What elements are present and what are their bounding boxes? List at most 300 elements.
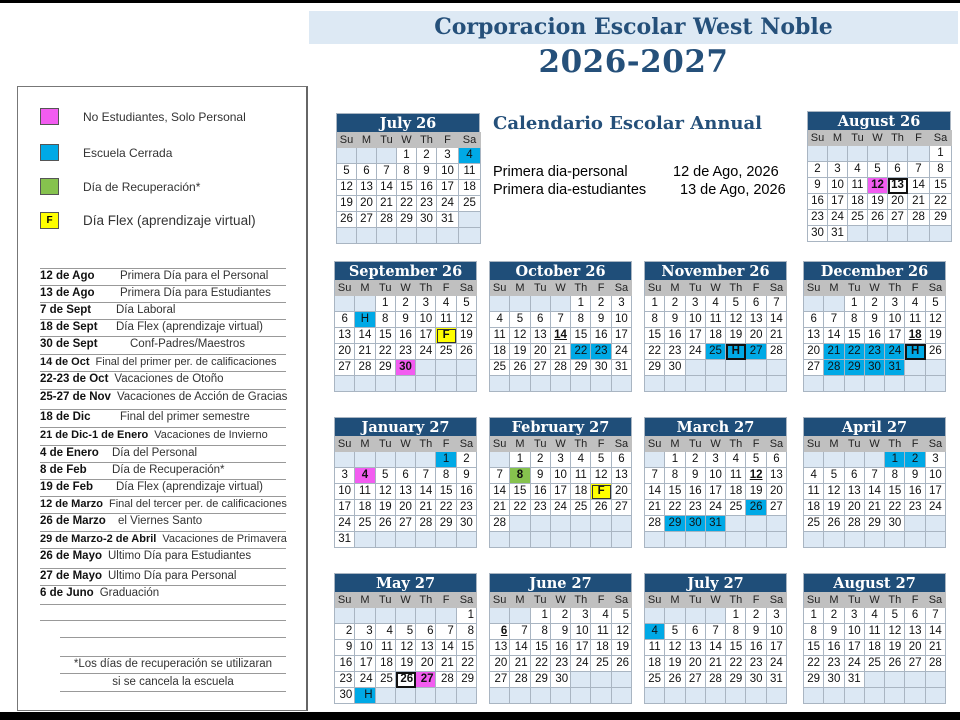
day-cell[interactable]: 25 (804, 516, 824, 532)
day-cell[interactable]: 28 (908, 210, 930, 226)
day-cell[interactable]: 30 (686, 516, 706, 532)
day-cell[interactable]: 20 (888, 194, 908, 210)
day-cell[interactable]: 8 (726, 624, 746, 640)
day-cell[interactable]: 21 (824, 344, 844, 360)
day-cell[interactable]: 24 (885, 344, 905, 360)
day-cell[interactable]: 11 (490, 328, 510, 344)
day-cell[interactable]: 1 (930, 146, 952, 162)
day-cell[interactable]: 14 (926, 624, 946, 640)
day-cell[interactable]: 11 (865, 624, 885, 640)
day-cell[interactable]: 5 (926, 296, 946, 312)
day-cell[interactable]: 10 (416, 312, 436, 328)
day-cell[interactable]: 16 (551, 640, 571, 656)
day-cell[interactable]: 29 (376, 360, 396, 376)
day-cell[interactable]: 8 (457, 624, 477, 640)
day-cell[interactable]: 29 (457, 672, 477, 688)
day-cell[interactable]: 15 (804, 640, 824, 656)
day-cell[interactable]: 18 (571, 484, 591, 500)
day-cell[interactable]: 27 (335, 360, 355, 376)
day-cell[interactable]: 8 (645, 312, 665, 328)
day-cell[interactable]: 11 (848, 178, 868, 194)
day-cell[interactable]: 16 (531, 484, 551, 500)
day-cell[interactable]: 28 (645, 516, 665, 532)
day-cell[interactable]: 5 (337, 164, 357, 180)
day-cell[interactable]: 3 (686, 296, 706, 312)
day-cell[interactable]: 19 (376, 500, 396, 516)
day-cell[interactable]: 23 (905, 500, 925, 516)
day-cell[interactable]: 24 (845, 656, 865, 672)
day-cell[interactable]: 27 (490, 672, 510, 688)
day-cell[interactable]: 11 (355, 484, 375, 500)
day-cell[interactable]: 26 (591, 500, 611, 516)
day-cell[interactable]: 19 (396, 656, 416, 672)
day-cell[interactable]: 3 (355, 624, 375, 640)
day-cell[interactable]: 17 (926, 484, 946, 500)
day-cell[interactable]: 26 (396, 672, 416, 688)
day-cell[interactable]: 12 (746, 468, 766, 484)
day-cell[interactable]: 26 (457, 344, 477, 360)
day-cell[interactable]: 1 (645, 296, 665, 312)
day-cell[interactable]: 29 (845, 360, 865, 376)
day-cell[interactable]: 17 (845, 640, 865, 656)
day-cell[interactable]: 21 (865, 500, 885, 516)
day-cell[interactable]: 10 (845, 624, 865, 640)
day-cell[interactable]: 19 (926, 328, 946, 344)
day-cell[interactable]: 4 (726, 452, 746, 468)
day-cell[interactable]: 13 (888, 178, 908, 194)
day-cell[interactable]: 29 (645, 360, 665, 376)
day-cell[interactable]: 21 (490, 500, 510, 516)
day-cell[interactable]: 20 (531, 344, 551, 360)
day-cell[interactable]: 11 (804, 484, 824, 500)
day-cell[interactable]: 9 (905, 468, 925, 484)
day-cell[interactable]: 5 (665, 624, 685, 640)
day-cell[interactable]: 31 (828, 226, 848, 242)
day-cell[interactable]: 8 (436, 468, 456, 484)
day-cell[interactable]: 10 (767, 624, 787, 640)
day-cell[interactable]: 4 (490, 312, 510, 328)
day-cell[interactable]: 3 (335, 468, 355, 484)
day-cell[interactable]: 21 (416, 500, 436, 516)
day-cell[interactable]: 22 (804, 656, 824, 672)
day-cell[interactable]: 13 (767, 468, 787, 484)
day-cell[interactable]: 17 (437, 180, 459, 196)
day-cell[interactable]: 15 (726, 640, 746, 656)
day-cell[interactable]: 22 (571, 344, 591, 360)
day-cell[interactable]: 24 (335, 516, 355, 532)
day-cell[interactable]: 20 (804, 344, 824, 360)
day-cell[interactable]: 1 (531, 608, 551, 624)
day-cell[interactable]: 31 (335, 532, 355, 548)
day-cell[interactable]: 24 (612, 344, 632, 360)
day-cell[interactable]: 27 (888, 210, 908, 226)
day-cell[interactable]: 16 (591, 328, 611, 344)
day-cell[interactable]: 9 (865, 312, 885, 328)
day-cell[interactable]: 5 (591, 452, 611, 468)
day-cell[interactable]: 20 (746, 328, 766, 344)
day-cell[interactable]: 22 (457, 656, 477, 672)
day-cell[interactable]: 25 (645, 672, 665, 688)
day-cell[interactable]: 31 (706, 516, 726, 532)
day-cell[interactable]: 6 (686, 624, 706, 640)
day-cell[interactable]: 25 (706, 344, 726, 360)
day-cell[interactable]: 20 (416, 656, 436, 672)
day-cell[interactable]: 21 (926, 640, 946, 656)
day-cell[interactable]: 16 (335, 656, 355, 672)
day-cell[interactable]: 4 (865, 608, 885, 624)
day-cell[interactable]: 19 (337, 196, 357, 212)
day-cell[interactable]: 6 (335, 312, 355, 328)
day-cell[interactable]: 9 (457, 468, 477, 484)
day-cell[interactable]: 20 (396, 500, 416, 516)
day-cell[interactable]: 15 (397, 180, 417, 196)
day-cell[interactable]: 3 (767, 608, 787, 624)
day-cell[interactable]: 24 (706, 500, 726, 516)
day-cell[interactable]: 10 (706, 468, 726, 484)
day-cell[interactable]: 16 (457, 484, 477, 500)
day-cell[interactable]: 23 (551, 656, 571, 672)
day-cell[interactable]: 1 (726, 608, 746, 624)
day-cell[interactable]: 3 (437, 148, 459, 164)
day-cell[interactable]: 2 (591, 296, 611, 312)
day-cell[interactable]: 30 (551, 672, 571, 688)
day-cell[interactable]: 10 (551, 468, 571, 484)
day-cell[interactable]: 22 (930, 194, 952, 210)
day-cell[interactable]: 26 (868, 210, 888, 226)
day-cell[interactable]: 20 (686, 656, 706, 672)
day-cell[interactable]: 13 (396, 484, 416, 500)
day-cell[interactable]: 3 (551, 452, 571, 468)
day-cell[interactable]: 15 (845, 328, 865, 344)
day-cell[interactable]: 10 (571, 624, 591, 640)
day-cell[interactable]: 31 (885, 360, 905, 376)
day-cell[interactable]: 6 (804, 312, 824, 328)
day-cell[interactable]: 14 (551, 328, 571, 344)
day-cell[interactable]: 6 (746, 296, 766, 312)
day-cell[interactable]: 22 (645, 344, 665, 360)
day-cell[interactable]: 7 (908, 162, 930, 178)
day-cell[interactable]: 15 (885, 484, 905, 500)
day-cell[interactable]: 13 (416, 640, 436, 656)
day-cell[interactable]: 26 (885, 656, 905, 672)
day-cell[interactable]: 2 (865, 296, 885, 312)
day-cell[interactable]: 7 (377, 164, 397, 180)
day-cell[interactable]: 12 (510, 328, 530, 344)
day-cell[interactable]: 28 (767, 344, 787, 360)
day-cell[interactable]: 17 (686, 328, 706, 344)
day-cell[interactable]: 18 (490, 344, 510, 360)
day-cell[interactable]: 18 (726, 484, 746, 500)
day-cell[interactable]: 18 (706, 328, 726, 344)
day-cell[interactable]: 16 (746, 640, 766, 656)
day-cell[interactable]: 14 (510, 640, 530, 656)
day-cell[interactable]: 22 (397, 196, 417, 212)
day-cell[interactable]: 1 (845, 296, 865, 312)
day-cell[interactable]: 23 (396, 344, 416, 360)
day-cell[interactable]: 3 (571, 608, 591, 624)
day-cell[interactable]: 13 (612, 468, 632, 484)
day-cell[interactable]: 6 (845, 468, 865, 484)
day-cell[interactable]: 13 (335, 328, 355, 344)
day-cell[interactable]: 26 (337, 212, 357, 228)
day-cell[interactable]: 26 (746, 500, 766, 516)
day-cell[interactable]: 11 (436, 312, 456, 328)
day-cell[interactable]: 1 (665, 452, 685, 468)
day-cell[interactable]: 6 (905, 608, 925, 624)
day-cell[interactable]: 29 (665, 516, 685, 532)
day-cell[interactable]: 17 (612, 328, 632, 344)
day-cell[interactable]: 2 (531, 452, 551, 468)
day-cell[interactable]: 16 (865, 328, 885, 344)
day-cell[interactable]: 6 (888, 162, 908, 178)
day-cell[interactable]: 11 (726, 468, 746, 484)
day-cell[interactable]: 9 (417, 164, 437, 180)
day-cell[interactable]: 30 (885, 516, 905, 532)
day-cell[interactable]: 8 (930, 162, 952, 178)
day-cell[interactable]: 10 (612, 312, 632, 328)
day-cell[interactable]: 13 (686, 640, 706, 656)
day-cell[interactable]: 29 (726, 672, 746, 688)
day-cell[interactable]: 27 (746, 344, 766, 360)
day-cell[interactable]: 2 (551, 608, 571, 624)
day-cell[interactable]: 20 (845, 500, 865, 516)
day-cell[interactable]: 17 (706, 484, 726, 500)
day-cell[interactable]: 29 (865, 516, 885, 532)
day-cell[interactable]: 17 (355, 656, 375, 672)
day-cell[interactable]: 6 (416, 624, 436, 640)
day-cell[interactable]: 18 (591, 640, 611, 656)
day-cell[interactable]: 20 (767, 484, 787, 500)
day-cell[interactable]: 14 (436, 640, 456, 656)
day-cell[interactable]: 24 (355, 672, 375, 688)
day-cell[interactable]: 4 (706, 296, 726, 312)
day-cell[interactable]: 20 (357, 196, 377, 212)
day-cell[interactable]: 25 (436, 344, 456, 360)
day-cell[interactable]: 24 (767, 656, 787, 672)
day-cell[interactable]: 19 (885, 640, 905, 656)
day-cell[interactable]: 23 (591, 344, 611, 360)
day-cell[interactable]: 3 (926, 452, 946, 468)
day-cell[interactable]: 3 (845, 608, 865, 624)
day-cell[interactable]: 2 (686, 452, 706, 468)
day-cell[interactable]: 29 (571, 360, 591, 376)
day-cell[interactable]: 17 (828, 194, 848, 210)
day-cell[interactable]: 9 (396, 312, 416, 328)
day-cell[interactable]: H (726, 344, 746, 360)
day-cell[interactable]: 11 (645, 640, 665, 656)
day-cell[interactable]: 29 (531, 672, 551, 688)
day-cell[interactable]: 2 (905, 452, 925, 468)
day-cell[interactable]: 28 (377, 212, 397, 228)
day-cell[interactable]: 16 (905, 484, 925, 500)
day-cell[interactable]: 14 (645, 484, 665, 500)
day-cell[interactable]: 17 (416, 328, 436, 344)
day-cell[interactable]: 5 (396, 624, 416, 640)
day-cell[interactable]: 28 (824, 360, 844, 376)
day-cell[interactable]: 19 (868, 194, 888, 210)
day-cell[interactable]: 30 (865, 360, 885, 376)
day-cell[interactable]: 15 (510, 484, 530, 500)
day-cell[interactable]: 22 (531, 656, 551, 672)
day-cell[interactable]: 14 (490, 484, 510, 500)
day-cell[interactable]: 18 (905, 328, 925, 344)
day-cell[interactable]: 19 (612, 640, 632, 656)
day-cell[interactable]: 4 (591, 608, 611, 624)
day-cell[interactable]: 11 (591, 624, 611, 640)
day-cell[interactable]: 2 (396, 296, 416, 312)
day-cell[interactable]: 15 (571, 328, 591, 344)
day-cell[interactable]: 15 (645, 328, 665, 344)
day-cell[interactable]: 30 (396, 360, 416, 376)
day-cell[interactable]: 13 (905, 624, 925, 640)
day-cell[interactable]: 15 (436, 484, 456, 500)
day-cell[interactable]: 31 (437, 212, 459, 228)
day-cell[interactable]: 27 (767, 500, 787, 516)
day-cell[interactable]: 1 (457, 608, 477, 624)
day-cell[interactable]: 30 (457, 516, 477, 532)
day-cell[interactable]: 14 (706, 640, 726, 656)
day-cell[interactable]: 23 (824, 656, 844, 672)
day-cell[interactable]: 16 (396, 328, 416, 344)
day-cell[interactable]: 21 (377, 196, 397, 212)
day-cell[interactable]: 8 (665, 468, 685, 484)
day-cell[interactable]: 24 (551, 500, 571, 516)
day-cell[interactable]: 8 (804, 624, 824, 640)
day-cell[interactable]: 25 (848, 210, 868, 226)
day-cell[interactable]: 9 (335, 640, 355, 656)
day-cell[interactable]: 4 (459, 148, 481, 164)
day-cell[interactable]: 16 (824, 640, 844, 656)
day-cell[interactable]: 22 (665, 500, 685, 516)
day-cell[interactable]: 16 (808, 194, 828, 210)
day-cell[interactable]: 7 (767, 296, 787, 312)
day-cell[interactable]: 24 (437, 196, 459, 212)
day-cell[interactable]: 14 (416, 484, 436, 500)
day-cell[interactable]: 29 (397, 212, 417, 228)
day-cell[interactable]: 13 (490, 640, 510, 656)
day-cell[interactable]: 11 (459, 164, 481, 180)
day-cell[interactable]: 29 (436, 516, 456, 532)
day-cell[interactable]: 3 (828, 162, 848, 178)
day-cell[interactable]: 10 (828, 178, 848, 194)
day-cell[interactable]: 5 (376, 468, 396, 484)
day-cell[interactable]: 4 (436, 296, 456, 312)
day-cell[interactable]: 18 (645, 656, 665, 672)
day-cell[interactable]: 5 (746, 452, 766, 468)
day-cell[interactable]: 21 (436, 656, 456, 672)
day-cell[interactable]: 12 (885, 624, 905, 640)
day-cell[interactable]: 8 (885, 468, 905, 484)
day-cell[interactable]: 7 (510, 624, 530, 640)
day-cell[interactable]: 26 (612, 656, 632, 672)
day-cell[interactable]: 27 (531, 360, 551, 376)
day-cell[interactable]: 9 (808, 178, 828, 194)
day-cell[interactable]: 11 (571, 468, 591, 484)
day-cell[interactable]: 25 (355, 516, 375, 532)
day-cell[interactable]: 30 (824, 672, 844, 688)
day-cell[interactable]: 12 (376, 484, 396, 500)
day-cell[interactable]: 27 (905, 656, 925, 672)
day-cell[interactable]: 27 (416, 672, 436, 688)
day-cell[interactable]: 6 (396, 468, 416, 484)
day-cell[interactable]: 3 (885, 296, 905, 312)
day-cell[interactable]: 18 (804, 500, 824, 516)
day-cell[interactable]: 5 (457, 296, 477, 312)
day-cell[interactable]: 23 (865, 344, 885, 360)
day-cell[interactable]: 29 (804, 672, 824, 688)
day-cell[interactable]: 15 (930, 178, 952, 194)
day-cell[interactable]: 23 (808, 210, 828, 226)
day-cell[interactable]: 17 (551, 484, 571, 500)
day-cell[interactable]: 3 (706, 452, 726, 468)
day-cell[interactable]: 4 (804, 468, 824, 484)
day-cell[interactable]: 17 (571, 640, 591, 656)
day-cell[interactable]: 23 (531, 500, 551, 516)
day-cell[interactable]: 5 (868, 162, 888, 178)
day-cell[interactable]: 2 (335, 624, 355, 640)
day-cell[interactable]: 9 (591, 312, 611, 328)
day-cell[interactable]: 8 (531, 624, 551, 640)
day-cell[interactable]: 26 (510, 360, 530, 376)
day-cell[interactable]: 30 (665, 360, 685, 376)
day-cell[interactable]: 17 (335, 500, 355, 516)
day-cell[interactable]: 1 (397, 148, 417, 164)
day-cell[interactable]: 7 (551, 312, 571, 328)
day-cell[interactable]: 24 (828, 210, 848, 226)
day-cell[interactable]: 7 (645, 468, 665, 484)
day-cell[interactable]: 5 (824, 468, 844, 484)
day-cell[interactable]: 15 (531, 640, 551, 656)
day-cell[interactable]: 9 (746, 624, 766, 640)
day-cell[interactable]: 14 (767, 312, 787, 328)
day-cell[interactable]: 4 (355, 468, 375, 484)
day-cell[interactable]: 18 (376, 656, 396, 672)
day-cell[interactable]: 22 (845, 344, 865, 360)
day-cell[interactable]: 5 (726, 296, 746, 312)
day-cell[interactable]: 26 (376, 516, 396, 532)
day-cell[interactable]: 19 (746, 484, 766, 500)
day-cell[interactable]: 21 (645, 500, 665, 516)
day-cell[interactable]: 25 (865, 656, 885, 672)
day-cell[interactable]: 28 (706, 672, 726, 688)
day-cell[interactable]: 27 (686, 672, 706, 688)
day-cell[interactable]: 9 (686, 468, 706, 484)
day-cell[interactable]: 10 (335, 484, 355, 500)
day-cell[interactable]: 12 (868, 178, 888, 194)
day-cell[interactable]: 1 (571, 296, 591, 312)
day-cell[interactable]: 18 (848, 194, 868, 210)
day-cell[interactable]: 30 (335, 688, 355, 704)
day-cell[interactable]: 25 (591, 656, 611, 672)
day-cell[interactable]: 19 (665, 656, 685, 672)
day-cell[interactable]: 2 (824, 608, 844, 624)
day-cell[interactable]: 26 (665, 672, 685, 688)
day-cell[interactable]: 12 (612, 624, 632, 640)
day-cell[interactable]: 6 (767, 452, 787, 468)
day-cell[interactable]: 1 (510, 452, 530, 468)
day-cell[interactable]: 28 (355, 360, 375, 376)
day-cell[interactable]: 11 (905, 312, 925, 328)
day-cell[interactable]: 2 (665, 296, 685, 312)
day-cell[interactable]: 14 (865, 484, 885, 500)
day-cell[interactable]: 25 (376, 672, 396, 688)
day-cell[interactable]: 12 (337, 180, 357, 196)
day-cell[interactable]: 21 (767, 328, 787, 344)
day-cell[interactable]: 8 (397, 164, 417, 180)
day-cell[interactable]: 6 (490, 624, 510, 640)
day-cell[interactable]: 10 (885, 312, 905, 328)
day-cell[interactable]: 28 (436, 672, 456, 688)
